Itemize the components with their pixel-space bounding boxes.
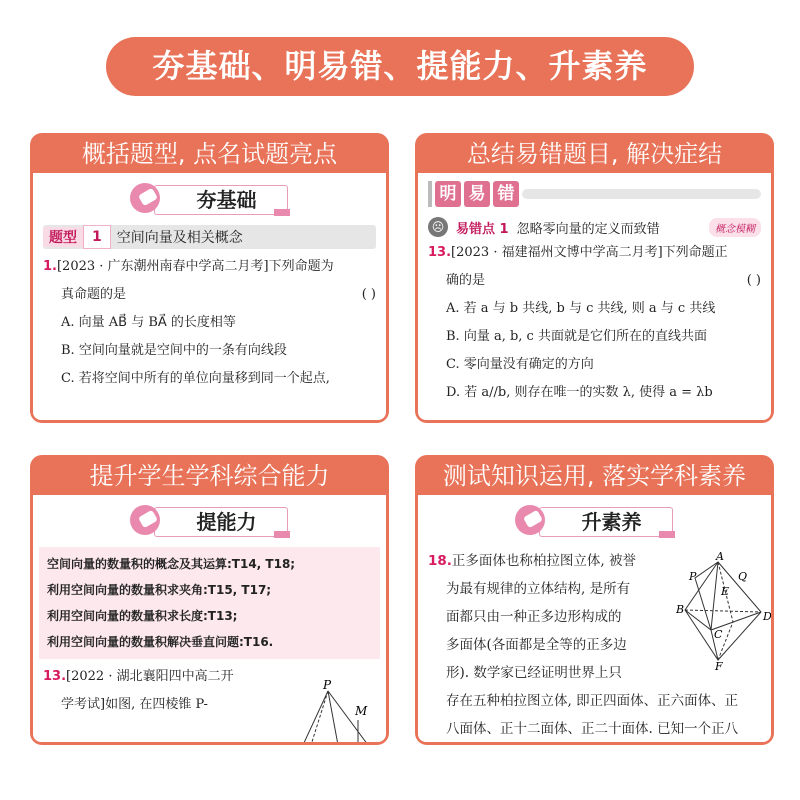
figure-label: A xyxy=(716,550,724,563)
octahedron-figure xyxy=(673,550,771,670)
card-header: 提升学生学科综合能力 xyxy=(89,462,330,490)
option: B. 向量 a, b, c 共面就是它们所在的直线共面 xyxy=(446,329,707,344)
figure-label: B xyxy=(676,603,685,616)
option: A. 若 a 与 b 共线, b 与 c 共线, 则 a 与 c 共线 xyxy=(446,301,716,316)
section-badge: 夯基础 xyxy=(130,181,290,217)
hammer-icon xyxy=(515,505,545,535)
card-literacy xyxy=(415,455,774,745)
card-mistakes xyxy=(415,133,774,423)
figure-label: C xyxy=(714,628,723,641)
pyramid-figure xyxy=(293,675,383,742)
option: B. 空间向量就是空间中的一条有向线段 xyxy=(61,343,287,358)
option: D. 若 a//b, 则存在唯一的实数 λ, 使得 a = λb xyxy=(446,385,713,400)
option: C. 零向量没有确定的方向 xyxy=(446,357,594,372)
error-point: ☹ 易错点 1 忽略零向量的定义而致错 概念模糊 xyxy=(428,217,761,237)
sad-face-icon: ☹ xyxy=(428,217,448,237)
hammer-icon xyxy=(130,505,160,535)
figure-label: Q xyxy=(738,570,748,583)
section-title: 明 易 错 xyxy=(428,181,761,207)
figure-label: M xyxy=(355,704,368,718)
question: 1.[2023 · 广东潮州南春中学高二月考]下列命题为 真命题的是 ( ) A. 向量 AB⃗ 与 BA⃗ 的长度相等 B. 空间向量就是空间中的一条有向线段 C. 若将空间中所有的单位向量移到同一个起点, xyxy=(43,253,376,393)
tag: 概念模糊 xyxy=(709,218,761,237)
card-header: 概括题型, 点名试题亮点 xyxy=(81,140,338,168)
card-basics xyxy=(30,133,389,423)
figure-label: P xyxy=(689,570,697,583)
card-ability xyxy=(30,455,389,745)
summary-box: 空间向量的数量积的概念及其运算:T14, T18; 利用空间向量的数量积求夹角:T15, T17; 利用空间向量的数量积求长度:T13; 利用空间向量的数量积解决垂直问题:T16. xyxy=(39,547,380,659)
figure-label: F xyxy=(715,660,723,670)
section-badge: 升素养 xyxy=(515,503,675,539)
hammer-icon xyxy=(130,183,160,213)
option: C. 若将空间中所有的单位向量移到同一个起点, xyxy=(61,371,330,386)
card-header: 总结易错题目, 解决症结 xyxy=(466,140,723,168)
question: 18.正多面体也称柏拉图立体, 被誉 为最有规律的立体结构, 是所有 面都只由一种正多边形构成的 多面体(各面都是全等的正多边 形). 数学家已经证明世界上只 存在五种柏拉图立体, 即正四面体、正六面体、正 八面体、正十二面体、正二十面体. 已知一个正八 xyxy=(428,553,739,737)
figure-label: D xyxy=(763,610,772,623)
section-badge: 提能力 xyxy=(130,503,290,539)
question: 13.[2022 · 湖北襄阳四中高二开 学考试]如图, 在四棱锥 P- xyxy=(43,669,234,712)
figure-label: E xyxy=(721,585,730,598)
question: 13.[2023 · 福建福州文博中学高二月考]下列命题正 确的是 ( ) A. 若 a 与 b 共线, b 与 c 共线, 则 a 与 c 共线 B. 向量 a, b, c 共面就是它们所在的直线共面 C. 零向量没有确定的方向 D. 若 a//b, 则存在唯一的实数 λ, 使得 a = λb xyxy=(428,239,761,407)
option: A. 向量 AB⃗ 与 BA⃗ 的长度相等 xyxy=(61,315,236,330)
figure-label: P xyxy=(323,678,332,692)
topic-bar: 题型 1 空间向量及相关概念 xyxy=(43,225,376,249)
card-header: 测试知识运用, 落实学科素养 xyxy=(442,462,747,490)
top-banner: 夯基础、明易错、提能力、升素养 xyxy=(106,37,694,96)
